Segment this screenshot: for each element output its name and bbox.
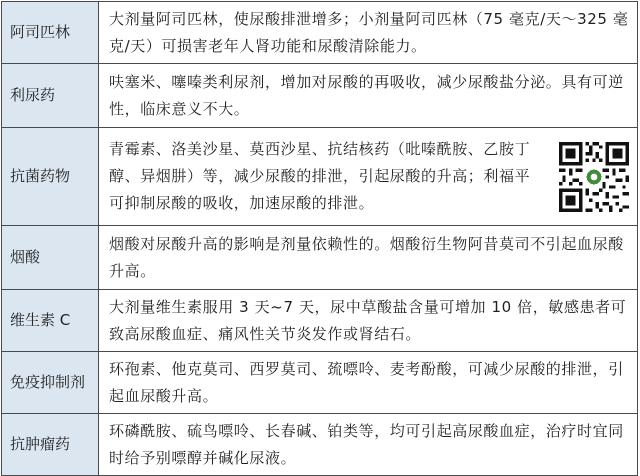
drug-name-cell: 抗肿瘤药 (2, 414, 99, 476)
drug-name-cell: 抗菌药物 (2, 128, 99, 226)
table-row (2, 290, 638, 352)
drug-effect-cell (99, 128, 638, 226)
drug-effect-text: 烟酸对尿酸升高的影响是剂量依赖性的。烟酸衍生物阿昔莫司不引起血尿酸升高。 (109, 234, 624, 280)
table-row (2, 2, 638, 64)
drug-effect-cell (99, 2, 638, 64)
table-row (2, 414, 638, 476)
drug-name-cell: 烟酸 (2, 226, 99, 290)
drug-name-cell: 阿司匹林 (2, 2, 99, 64)
drug-effect-text: 环磷酰胺、硫鸟嘌呤、长春碱、铂类等，均可引起高尿酸血症，治疗时宜同时给予别嘌醇并碱化尿液。 (109, 421, 624, 467)
drug-effect-cell (99, 290, 638, 352)
table-row (2, 64, 638, 128)
table-row (2, 226, 638, 290)
drug-table (1, 1, 638, 476)
drug-effect-cell (99, 226, 638, 290)
drug-effect-text: 呋塞米、噻嗪类利尿剂，增加对尿酸的再吸收，减少尿酸盐分泌。具有可逆性，临床意义不大。 (109, 72, 624, 118)
drug-effect-text: 青霉素、洛美沙星、莫西沙星、抗结核药（吡嗪酰胺、乙胺丁醇、异烟肼）等，减少尿酸的排泄，引起尿酸的升高；利福平可抑制尿酸的吸收，加速尿酸的排泄。 (109, 140, 531, 212)
drug-name-cell: 利尿药 (2, 64, 99, 128)
drug-effect-text: 大剂量维生素服用 3 天~7 天，尿中草酸盐含量可增加 10 倍，敏感患者可致高尿酸血症、痛风性关节炎发作或肾结石。 (109, 297, 627, 343)
drug-name-cell: 免疫抑制剂 (2, 352, 99, 414)
drug-effect-cell (99, 64, 638, 128)
drug-effect-cell (99, 414, 638, 476)
drug-name-cell: 维生素 C (2, 290, 99, 352)
drug-effect-text: 大剂量阿司匹林，使尿酸排泄增多；小剂量阿司匹林（75 毫克/天～325 毫克/天）可损害老年人肾功能和尿酸清除能力。 (109, 9, 629, 55)
table-row (2, 352, 638, 414)
qr-code-icon (559, 142, 629, 212)
drug-effect-cell (99, 352, 638, 414)
drug-uric-acid-table (1, 1, 637, 470)
drug-effect-text: 环孢素、他克莫司、西罗莫司、巯嘌呤、麦考酚酸，可减少尿酸的排泄，引起血尿酸升高。 (109, 359, 624, 405)
table-row (2, 128, 638, 226)
